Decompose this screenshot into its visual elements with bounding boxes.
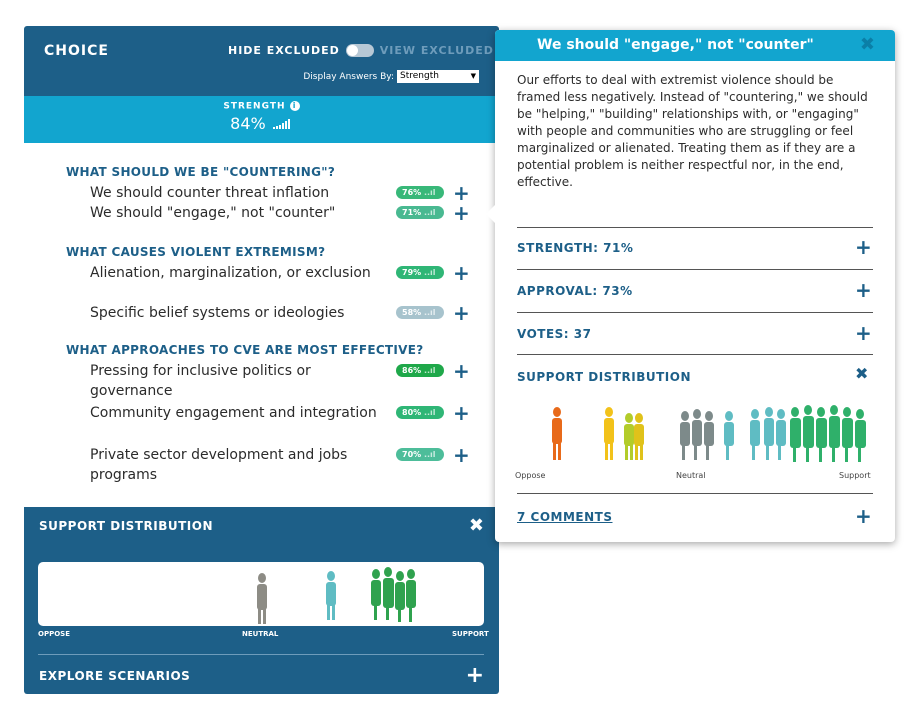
divider <box>517 269 873 270</box>
close-icon[interactable]: ✖ <box>855 364 869 383</box>
people-figures-graphic <box>517 402 873 466</box>
comments-link[interactable]: 7 COMMENTS <box>517 510 613 524</box>
item-label: Community engagement and integration <box>90 405 377 421</box>
pill-value: 71% <box>402 208 422 217</box>
item-label: Alienation, marginalization, or exclusion <box>90 265 371 281</box>
plus-icon[interactable]: + <box>453 401 470 425</box>
list-item[interactable] <box>90 203 470 223</box>
divider <box>517 227 873 228</box>
support-distribution-label[interactable]: SUPPORT DISTRIBUTION <box>517 370 691 384</box>
pill-value: 70% <box>402 450 422 459</box>
plus-icon[interactable]: + <box>453 301 470 325</box>
popup-pointer <box>486 204 496 224</box>
plus-icon[interactable]: + <box>453 359 470 383</box>
plus-icon[interactable]: + <box>453 261 470 285</box>
axis-label-neutral: NEUTRAL <box>242 630 279 638</box>
strength-pill: 71% ..ıl <box>396 206 444 219</box>
approval-row-label[interactable]: APPROVAL: 73% <box>517 284 633 298</box>
strength-pill: 58% ..ıl <box>396 306 444 319</box>
close-icon[interactable]: ✖ <box>859 34 875 55</box>
axis-label-support: Support <box>839 471 871 480</box>
pill-value: 58% <box>402 308 422 317</box>
list-item[interactable] <box>90 445 470 485</box>
support-distribution-chart <box>517 402 873 466</box>
panel-title: CHOICE <box>44 43 109 59</box>
plus-icon[interactable]: + <box>855 504 872 528</box>
signal-bars-icon <box>273 119 293 129</box>
strength-value: 84% <box>230 113 266 133</box>
category-heading: WHAT CAUSES VIOLENT EXTREMISM? <box>66 245 326 259</box>
divider <box>517 354 873 355</box>
strength-pill: 79% ..ıl <box>396 266 444 279</box>
popup-description: Our efforts to deal with extremist violence should be framed less negatively. Instead of "countering," we should be "helping," "building" relationships with, or "engaging" with people and communities who are struggling or feel marginalized or alienated. Treating them as if they are a potential problem is neither respectful nor, in the end, effective. <box>517 73 868 189</box>
support-distribution-chart <box>38 562 484 626</box>
choice-list <box>24 143 499 507</box>
item-label: We should counter threat inflation <box>90 185 330 201</box>
display-answers-select[interactable] <box>397 70 479 83</box>
pill-value: 79% <box>402 268 422 277</box>
display-answers-label: Display Answers By: <box>303 71 394 82</box>
votes-row-label[interactable]: VOTES: 37 <box>517 327 592 341</box>
axis-label-neutral: Neutral <box>676 471 706 480</box>
popup-title: We should "engage," not "counter" <box>537 37 814 53</box>
category-heading: WHAT SHOULD WE BE "COUNTERING"? <box>66 165 336 179</box>
list-item[interactable] <box>90 403 470 423</box>
display-answers-value: Strength <box>400 71 439 81</box>
choice-detail-popup <box>495 30 895 542</box>
close-icon[interactable]: ✖ <box>468 515 484 536</box>
display-answers-row <box>303 70 479 83</box>
toggle-knob <box>347 45 358 56</box>
pill-value: 76% <box>402 188 422 197</box>
strength-label: STRENGTH <box>223 101 286 112</box>
plus-icon[interactable]: + <box>855 321 872 345</box>
list-item[interactable] <box>90 263 470 283</box>
popup-header <box>495 30 895 61</box>
plus-icon[interactable]: + <box>453 443 470 467</box>
support-distribution-section <box>24 507 499 638</box>
explore-scenarios-label[interactable]: EXPLORE SCENARIOS <box>39 669 191 683</box>
list-item[interactable] <box>90 303 470 323</box>
strength-pill: 86% ..ıl <box>396 364 444 377</box>
list-item[interactable] <box>90 183 470 203</box>
excluded-toggle-row <box>228 44 494 57</box>
axis-label-oppose: OPPOSE <box>38 630 70 638</box>
choice-panel <box>24 26 499 694</box>
strength-pill: 80% ..ıl <box>396 406 444 419</box>
axis-label-support: SUPPORT <box>452 630 489 638</box>
view-excluded-label[interactable]: VIEW EXCLUDED <box>379 44 494 57</box>
category-heading: WHAT APPROACHES TO CVE ARE MOST EFFECTIVE? <box>66 343 424 357</box>
excluded-toggle-switch[interactable] <box>346 44 374 57</box>
list-item[interactable] <box>90 361 470 401</box>
info-icon[interactable]: i <box>290 101 300 111</box>
divider <box>38 654 484 655</box>
plus-icon[interactable]: + <box>453 181 470 205</box>
axis-label-oppose: Oppose <box>515 471 546 480</box>
overall-strength-band <box>24 96 499 143</box>
strength-pill: 76% ..ıl <box>396 186 444 199</box>
pill-value: 86% <box>402 366 422 375</box>
explore-plus-icon[interactable]: + <box>465 663 484 688</box>
strength-row-label[interactable]: STRENGTH: 71% <box>517 241 634 255</box>
item-label: We should "engage," not "counter" <box>90 205 336 221</box>
dropdown-arrow-icon: ▼ <box>470 72 476 80</box>
people-figures-graphic <box>38 562 484 626</box>
plus-icon[interactable]: + <box>855 235 872 259</box>
support-distribution-title: SUPPORT DISTRIBUTION <box>39 519 213 533</box>
plus-icon[interactable]: + <box>453 201 470 225</box>
divider <box>517 493 873 494</box>
divider <box>517 312 873 313</box>
strength-pill: 70% ..ıl <box>396 448 444 461</box>
item-label: Specific belief systems or ideologies <box>90 305 345 321</box>
plus-icon[interactable]: + <box>855 278 872 302</box>
hide-excluded-label[interactable]: HIDE EXCLUDED <box>228 44 340 57</box>
item-label: Pressing for inclusive politics or governance <box>90 363 311 399</box>
pill-value: 80% <box>402 408 422 417</box>
item-label: Private sector development and jobs programs <box>90 447 348 483</box>
